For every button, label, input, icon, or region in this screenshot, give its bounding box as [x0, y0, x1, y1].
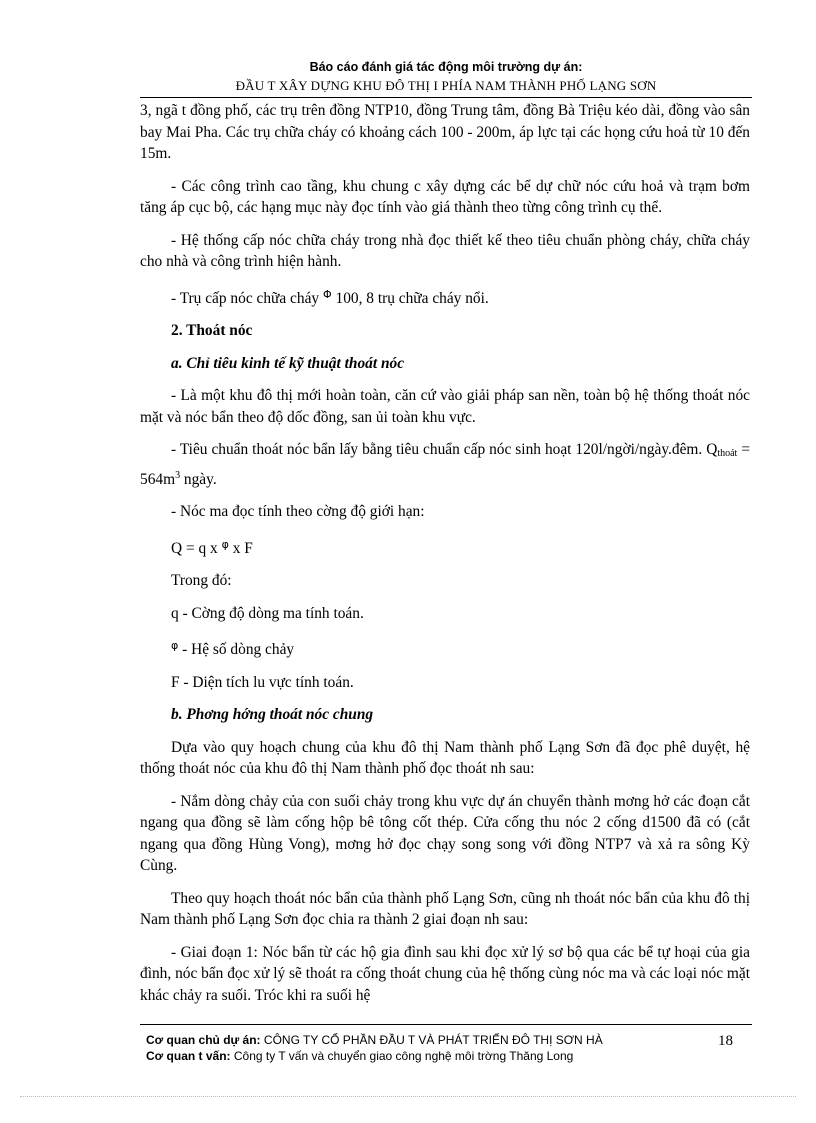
- subsection-heading: a. Chỉ tiêu kinh tế kỹ thuật thoát nóc: [171, 354, 405, 372]
- paragraph: - Là một khu đô thị mới hoàn toàn, căn cứ vào giải pháp san nền, toàn bộ hệ thống thoát nóc mặt và nóc bẩn theo độ dốc đồng, san ủi toàn khu vực.: [140, 387, 750, 426]
- footer-divider: [140, 1024, 752, 1025]
- page-bottom-border: [20, 1096, 796, 1097]
- report-header-title: Báo cáo đánh giá tác động môi trường dự án:: [309, 60, 583, 74]
- footer-owner-value: CÔNG TY CỔ PHẦN ĐẦU T VÀ PHÁT TRIỂN ĐÔ THỊ SƠN HÀ: [263, 1033, 603, 1047]
- paragraph: Dựa vào quy hoạch chung của khu đô thị Nam thành phố Lạng Sơn đã đọc phê duyệt, hệ thống thoát nóc của khu đô thị Nam thành phố đọc thoát nh sau:: [140, 738, 750, 778]
- formula: [140, 534, 750, 560]
- footer-consultant: [146, 1049, 573, 1063]
- text-span: ngày.: [180, 470, 217, 488]
- document-body: [140, 100, 750, 1017]
- phi-symbol: φ: [171, 639, 179, 653]
- text-span: - Tiêu chuẩn thoát nóc bẩn lấy bằng tiêu chuẩn cấp nóc sinh hoạt 120l/ngời/ngày.đêm. Q: [171, 441, 718, 458]
- footer-owner: [146, 1033, 603, 1047]
- header-divider: [140, 97, 752, 98]
- superscript: 3: [175, 469, 181, 481]
- text-span: = 564m: [140, 441, 750, 488]
- definition: q - Cờng độ dòng ma tính toán.: [171, 604, 364, 622]
- report-header-project: ĐẦU T XÂY DỰNG KHU ĐÔ THỊ I PHÍA NAM THÀNH PHỐ LẠNG SƠN: [235, 78, 657, 93]
- text-span: - Hệ số dòng chảy: [182, 641, 295, 659]
- text-span: Q = q x: [171, 539, 218, 557]
- text-span: x F: [232, 539, 253, 557]
- definition: [140, 635, 750, 661]
- page-number: 18: [718, 1033, 733, 1049]
- paragraph: Theo quy hoạch thoát nóc bẩn của thành phố Lạng Sơn, cũng nh thoát nóc bẩn của khu đô thị Nam thành phố Lạng Sơn đọc chia ra thành 2 giai đoạn nh sau:: [140, 889, 750, 929]
- paragraph: [140, 439, 750, 490]
- paragraph: - Giai đoạn 1: Nóc bẩn từ các hộ gia đình sau khi đọc xử lý sơ bộ qua các bể tự hoại của gia đình, nóc bẩn đọc xử lý sẽ thoát ra cống thoát chung của hệ thống cùng nóc ma và các loại nóc mặt khác chảy ra suối. Tróc khi ra suối hệ: [140, 943, 750, 1004]
- phi-symbol: φ: [221, 537, 229, 551]
- subsection-heading: b. Phơng hớng thoát nóc chung: [171, 706, 374, 724]
- definition: F - Diện tích lu vực tính toán.: [171, 673, 354, 691]
- footer-consultant-value: Công ty T vấn và chuyển giao công nghệ môi trờng Thăng Long: [233, 1049, 574, 1063]
- text-span: 100, 8 trụ chữa cháy nổi.: [335, 289, 489, 307]
- footer-owner-label: Cơ quan chủ dự án:: [146, 1033, 261, 1047]
- paragraph: - Nắm dòng chảy của con suối chảy trong khu vực dự án chuyển thành mơng hở các đoạn cắt ngang qua đồng sẽ làm cống hộp bê tông cốt thép. Cửa cống thu nóc 2 cống d1500 đã có (cắt ngang qua đồng Hùng Vong), mơng hở đọc chạy song song với đồng NTP7 và xả ra sông Kỳ Cùng.: [140, 792, 750, 875]
- diameter-symbol: Φ: [322, 287, 332, 301]
- paragraph: - Hệ thống cấp nóc chữa cháy trong nhà đọc thiết kế theo tiêu chuẩn phòng cháy, chữa cháy cho nhà và công trình hiện hành.: [140, 231, 750, 270]
- text-span: - Trụ cấp nóc chữa cháy: [171, 289, 320, 307]
- paragraph: [140, 284, 750, 310]
- footer-consultant-label: Cơ quan t vấn:: [146, 1049, 231, 1063]
- section-heading: 2. Thoát nóc: [171, 322, 253, 339]
- paragraph: - Các công trình cao tầng, khu chung c xây dựng các bể dự chữ nóc cứu hoả và trạm bơm tăng áp cục bộ, các hạng mục này đọc tính vào giá thành theo từng công trình cụ thể.: [140, 177, 750, 216]
- paragraph: - Nóc ma đọc tính theo cờng độ giới hạn:: [171, 503, 425, 521]
- subscript: thoát: [717, 448, 738, 459]
- paragraph: 3, ngã t đồng phố, các trụ trên đồng NTP10, đồng Trung tâm, đồng Bà Triệu kéo dài, đồng vào sân bay Mai Pha. Các trụ chữa cháy có khoảng cách 100 - 200m, áp lực tại các họng cứu hoả từ 10 đến 15m.: [140, 102, 750, 162]
- paragraph: Trong đó:: [171, 572, 232, 590]
